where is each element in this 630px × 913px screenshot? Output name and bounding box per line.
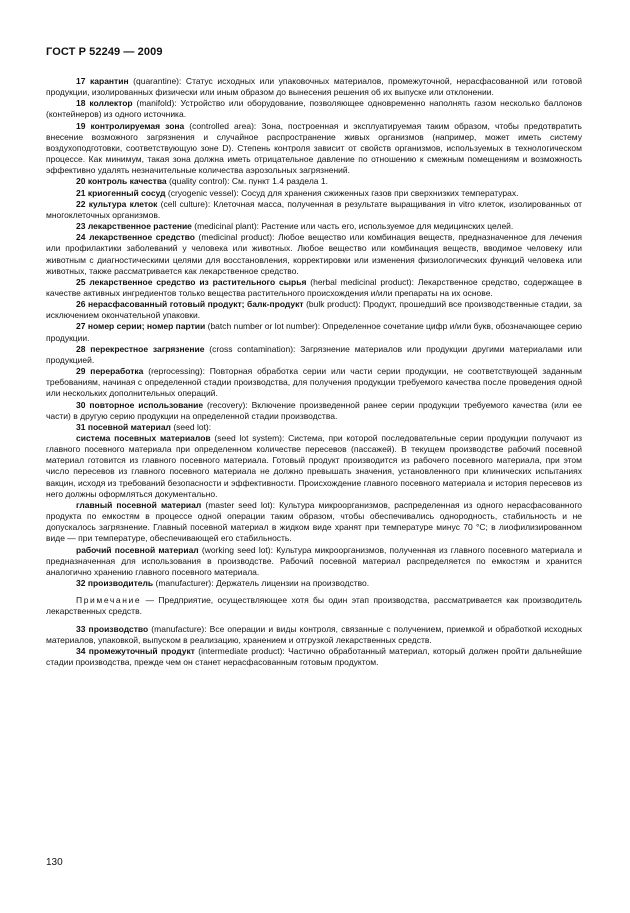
definition-text: (cross contamination): Загрязнение материалов или продукции другими материалами или продукцией. bbox=[46, 343, 582, 365]
term: 18 коллектор bbox=[76, 98, 133, 109]
definition-text: (medicinal plant): Растение или часть его, используемое для медицинских целей. bbox=[191, 221, 514, 232]
definition-19 bbox=[46, 121, 582, 177]
definition-20 bbox=[46, 176, 582, 187]
definition-27 bbox=[46, 321, 582, 343]
term: 33 производство bbox=[76, 623, 149, 634]
term: 25 лекарственное средство из растительного сырья bbox=[76, 276, 307, 287]
definition-18 bbox=[46, 98, 582, 120]
definition-29 bbox=[46, 366, 582, 399]
definition-17 bbox=[46, 76, 582, 98]
definition-text: (seed lot system): Система, при которой последовательные серии продукции получают из главного посевного материала при определенном количестве пересевов (пассажей). В текущем производстве рабочий посевной материал готовится из главного посевного материала. Готовый продукт производится из рабочего посевного материала, при этом число пересевов из главного посевного материала не должно превышать значения, установленного при клинических испытаниях вакцин, исходя из требований безопасности и эффективности. Происхождение главного посевного материала и история пересевов из него должны оформляться документально. bbox=[46, 433, 582, 499]
term: главный посевной материал bbox=[76, 499, 202, 510]
term: 19 контролируемая зона bbox=[76, 120, 185, 131]
term: 28 перекрестное загрязнение bbox=[76, 343, 205, 354]
definition-text: (seed lot): bbox=[170, 421, 212, 432]
definition-32 bbox=[46, 578, 582, 589]
note bbox=[46, 595, 582, 617]
definition-26 bbox=[46, 299, 582, 321]
term: 23 лекарственное растение bbox=[76, 221, 192, 232]
term: 26 нерасфасованный готовый продукт; балк-продукт bbox=[76, 299, 304, 310]
term: 31 посевной материал bbox=[76, 421, 171, 432]
definition-text: (manifold): Устройство или оборудование, позволяющее одновременно наполнять газом несколько баллонов (контейнеров) из одного источника. bbox=[46, 98, 582, 120]
definition-text: (manufacture): Все операции и виды контроля, связанные с получением, приемкой и обработкой исходных материалов, упаковкой, выпуском в реализацию, хранением и отгрузкой лекарственных средств. bbox=[46, 623, 582, 645]
definition-text: (working seed lot): Культура микроорганизмов, полученная из главного посевного материала и предназначенная для использования в производстве. Рабочий посевной материал распределяется по емкостям и хранится аналогично хранению главного посевного материала. bbox=[46, 544, 582, 577]
definition-30 bbox=[46, 400, 582, 422]
definition-31 bbox=[46, 422, 582, 433]
document-header: ГОСТ Р 52249 — 2009 bbox=[46, 46, 163, 58]
term: 21 криогенный сосуд bbox=[76, 187, 166, 198]
note-text: — Предприятие, осуществляющее хотя бы один этап производства, рассматривается как производитель лекарственных средств. bbox=[46, 595, 582, 617]
definition-25 bbox=[46, 277, 582, 299]
definition-text: (intermediate product): Частично обработанный материал, который должен пройти дальнейшие стадии производства, прежде чем он станет нерасфасованным готовым продуктом. bbox=[46, 645, 583, 667]
definition-text: (quarantine): Статус исходных или упаковочных материалов, промежуточной, нерасфасованной или готовой продукции, изолированных физически или иным образом до вынесения решения об их выпуске или отклонении. bbox=[46, 76, 582, 98]
definition-seed-lot-system bbox=[46, 433, 582, 500]
definition-24 bbox=[46, 232, 582, 277]
term: 29 переработка bbox=[76, 366, 144, 377]
definition-text: (medicinal product): Любое вещество или комбинация веществ, предназначенное для лечения или профилактики заболеваний у человека или животных. Любое вещество или комбинация веществ, вводимое человеку или животным с диагностическими целями для восстановления, корректировки или изменения физиологических функций человека или животных, также рассматривается как лекарственное средство. bbox=[46, 232, 582, 276]
definition-text: (quality control): См. пункт 1.4 раздела 1. bbox=[166, 176, 328, 187]
definition-23 bbox=[46, 221, 582, 232]
term: 34 промежуточный продукт bbox=[76, 645, 195, 656]
note-label: Примечание bbox=[76, 595, 142, 606]
definition-text: (manufacturer): Держатель лицензии на производство. bbox=[153, 578, 370, 589]
definition-28 bbox=[46, 344, 582, 366]
term: 24 лекарственное средство bbox=[76, 232, 195, 243]
definition-text: (herbal medicinal product): Лекарственное средство, содержащее в качестве активных ингредиентов только вещества растительного происхождения и/или препараты на их основе. bbox=[46, 276, 582, 298]
term: 32 производитель bbox=[76, 578, 154, 589]
definition-text: (master seed lot): Культура микроорганизмов, распределенная из одного нерасфасованного продукта по емкостям в процессе одной операции таким образом, чтобы обеспечивались однородность, стабильность и не допускалось загрязнение. Главный посевной материал в жидком виде хранят при температуре минус 70 °С; в лиофилизированном виде — при температуре, обеспечивающей его стабильность. bbox=[46, 499, 582, 544]
term: рабочий посевной материал bbox=[76, 544, 199, 555]
term: 17 карантин bbox=[76, 76, 129, 86]
definition-text: (controlled area): Зона, построенная и эксплуатируемая таким образом, чтобы предотвратить внесение возможного загрязнения и случайное распространение живых организмов (например, может иметь систему воздухоподготовки, соответствующую зоне D). Степень контроля зависит от свойств организмов, используемых в технологическом процессе. Как минимум, такая зона должна иметь отрицательное давление по отношению к смежным помещениям и возможность эффективно удалять незначительные количества аэрозольных загрязнений. bbox=[46, 120, 582, 176]
term: 20 контроль качества bbox=[76, 176, 167, 187]
definition-text: (recovery): Включение произведенной ранее серии продукции требуемого качества (или ее части) в другую серию продукции на определенной стадии производства. bbox=[46, 399, 582, 421]
definition-master-seed-lot bbox=[46, 500, 582, 545]
definition-working-seed-lot bbox=[46, 545, 582, 578]
definition-22 bbox=[46, 199, 582, 221]
definition-text: (bulk product): Продукт, прошедший все производственные стадии, за исключением окончательной упаковки. bbox=[46, 299, 582, 321]
page-number: 130 bbox=[46, 857, 63, 868]
definition-text: (reprocessing): Повторная обработка серии или части серии продукции, не соответствующей заданным требованиям, начиная с определенной стадии производства, для получения продукции требуемого качества после проведения одной или нескольких дополнительных операций. bbox=[46, 366, 582, 399]
definition-33 bbox=[46, 624, 582, 646]
definition-34 bbox=[46, 646, 582, 668]
term: 27 номер серии; номер партии bbox=[76, 321, 206, 332]
term: 22 культура клеток bbox=[76, 198, 158, 209]
definition-text: (cryogenic vessel): Сосуд для хранения сжиженных газов при сверхнизких температурах. bbox=[165, 187, 519, 198]
definition-21 bbox=[46, 188, 582, 199]
definition-text: (cell culture): Клеточная масса, полученная в результате выращивания in vitro клеток, изолированных от многоклеточных организмов. bbox=[46, 198, 582, 220]
document-body bbox=[46, 76, 582, 668]
definition-text: (batch number or lot number): Определенное сочетание цифр и/или букв, обозначающее серию продукции. bbox=[46, 321, 582, 343]
term: 30 повторное использование bbox=[76, 399, 204, 410]
term: система посевных материалов bbox=[76, 433, 211, 443]
